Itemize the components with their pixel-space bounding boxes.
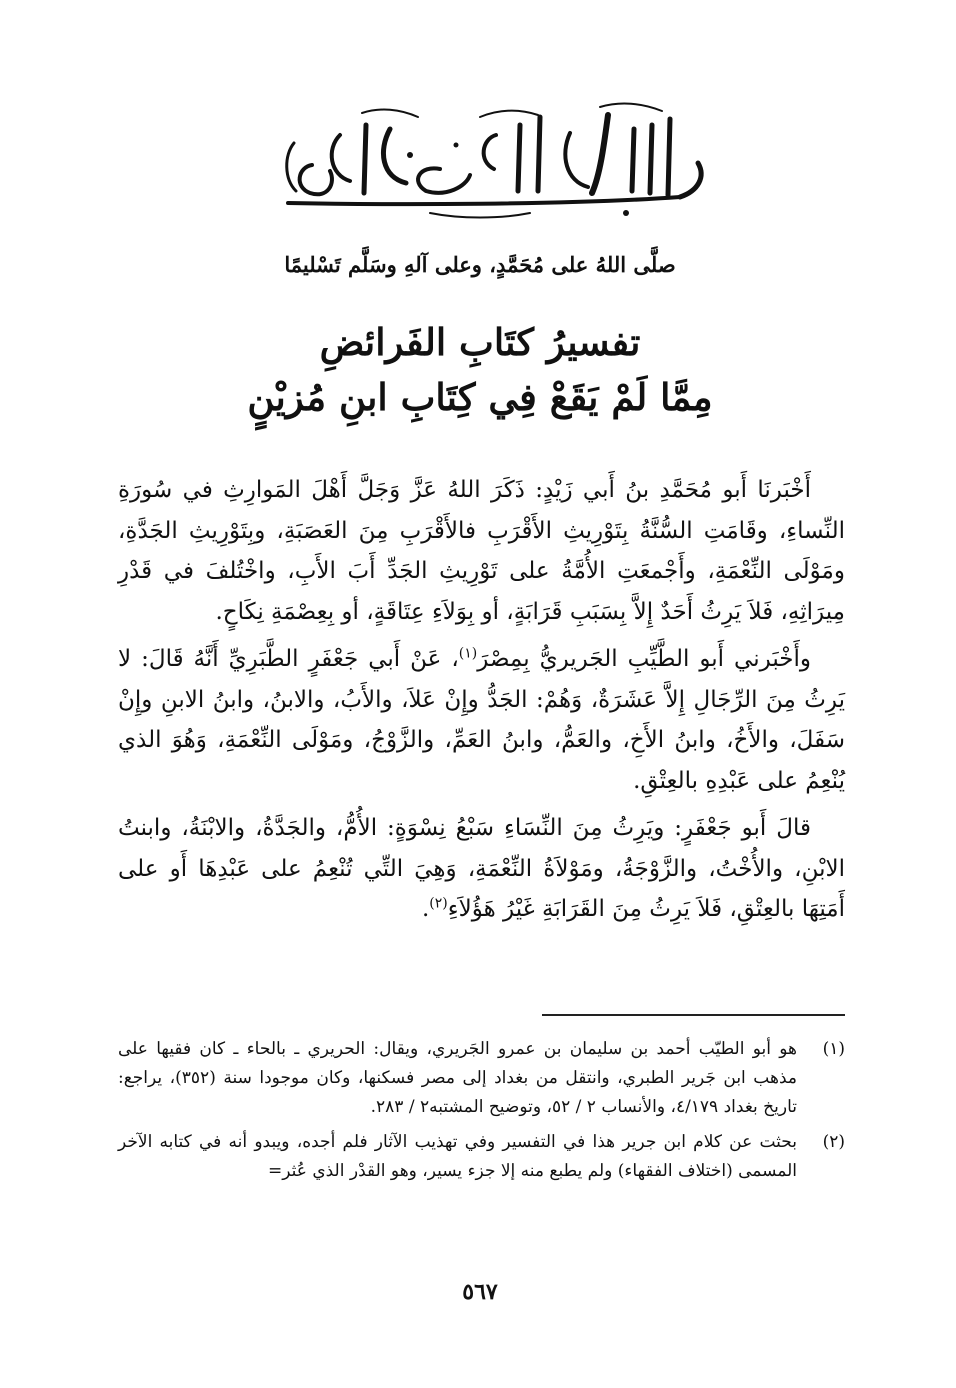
paragraph-2-text-b: ، عَنْ أَبي جَعْفَرٍ الطَّبَرِيِّ أَنَّهُ قَالَ: لا يَرِثُ مِنَ الرِّجَالِ إِلاَّ عَشَرَةٌ، وَهُمْ: الجَدُّ وإِنْ عَلاَ، والأَبُ، والابنُ، وابنُ الابنِ وإِنْ سَفَلَ، والأَخُ، وابنُ الأَخِ، والعَمُّ، وابنُ العَمِّ، والزَّوْجُ، ومَوْلَى النِّعْمَةِ، وَهُوَ الذي يُنْعِمُ على عَبْدِهِ بالعِتْقِ. <box>118 646 845 794</box>
footnote-text: بحثت عن كلام ابن جرير هذا في التفسير وفي تهذيب الآثار فلم أجده، ويبدو أنه في كتابه الآخر المسمى (اختلاف الفقهاء) ولم يطبع منه إلا جزء يسير، وهو القدْر الذي عُثر= <box>118 1132 797 1181</box>
salawat-line: صلَّى اللهُ على مُحَمَّدٍ، وعلى آلهِ وسَلَّم تَسْليمًا <box>284 252 676 277</box>
paragraph-3-text-b: . <box>421 896 430 922</box>
page-number: ٥٦٧ <box>462 1279 498 1305</box>
chapter-title-line-1: تفسيرُ كتَابِ الفَرائضِ <box>319 320 641 364</box>
basmala-calligraphy <box>270 95 715 230</box>
paragraph-3 <box>118 808 845 930</box>
main-text <box>118 470 845 930</box>
footnote-number: (١) <box>822 1039 845 1059</box>
footnote-number: (٢) <box>822 1132 845 1152</box>
basmala-calligraphy-art <box>270 95 715 230</box>
footnote-1 <box>118 1035 845 1122</box>
footnotes <box>118 1035 845 1192</box>
footnote-ref-1[interactable]: (١) <box>458 645 478 662</box>
paragraph-1 <box>118 470 845 632</box>
footnote-ref-2[interactable]: (٢) <box>429 895 448 912</box>
paragraph-2 <box>118 639 845 801</box>
footnote-2 <box>118 1128 845 1186</box>
chapter-title-line-2: مِمَّا لَمْ يَقَعْ فِي كِتَابِ ابنِ مُزيْنٍ <box>247 375 713 419</box>
footnote-text: هو أبو الطيّب أحمد بن سليمان بن عمرو الجَريري، ويقال: الحريري ـ بالحاء ـ كان فقيها على مذهب ابن جَرير الطبري، وانتقل من بغداد إلى مصر فسكنها، وكان موجودا سنة (٣٥٢)، يراجع: تاريخ بغداد ٤/١٧٩، والأنساب ٢ / ٥٢، وتوضيح المشتبه٢ / ٢٨٣. <box>118 1039 797 1117</box>
paragraph-1-text: أَخْبَرنَا أَبو مُحَمَّدِ بنُ أَبي زَيْدٍ: ذَكَرَ اللهُ عَزَّ وَجَلَّ أَهْلَ المَوارِثِ في سُورَةِ النِّساءِ، وقَامَتِ السُّنَّةُ بِتَوْرِيثِ الأَقْرَبِ فالأَقْرَبِ مِنَ العَصَبَةِ، وبِتَوْرِيثِ الجَدَّةِ، ومَوْلَى النِّعْمَةِ، وأَجْمعَتِ الأُمَّةُ على تَوْرِيثِ الجَدِّ أَبَ الأَبِ، واخْتُلفَ في قَدْرِ مِيرَاثِهِ، فَلاَ يَرِثُ أَحَدٌ إِلاَّ بِسَبَبِ قَرَابَةٍ، أو بِوَلاَءِ عِتَاقَةٍ، أو بِعِصْمَةِ نِكَاحٍ. <box>118 477 845 625</box>
footnote-divider <box>542 1014 845 1016</box>
paragraph-2-text-a: وأَخْبَرني أَبو الطَّيِّبِ الجَريريُّ بِمِصْرَ <box>477 646 811 672</box>
paragraph-3-text-a: قالَ أَبو جَعْفَرٍ: ويَرِثُ مِنَ النِّسَاءِ سَبْعُ نِسْوَةٍ: الأُمُّ، والجَدَّةُ، والابْنَةُ، وابنتُ الابْنِ، والأُخْتُ، والزَّوْجَةُ، ومَوْلاَةُ النِّعْمَةِ، وَهِيَ التِّي تُنْعِمُ على عَبْدِهَا أَو على أَمَتِهَا بالعِتْقِ، فَلاَ يَرِثُ مِنَ القَرَابَةِ غَيْرُ هَؤُلاَءِ <box>118 815 845 922</box>
